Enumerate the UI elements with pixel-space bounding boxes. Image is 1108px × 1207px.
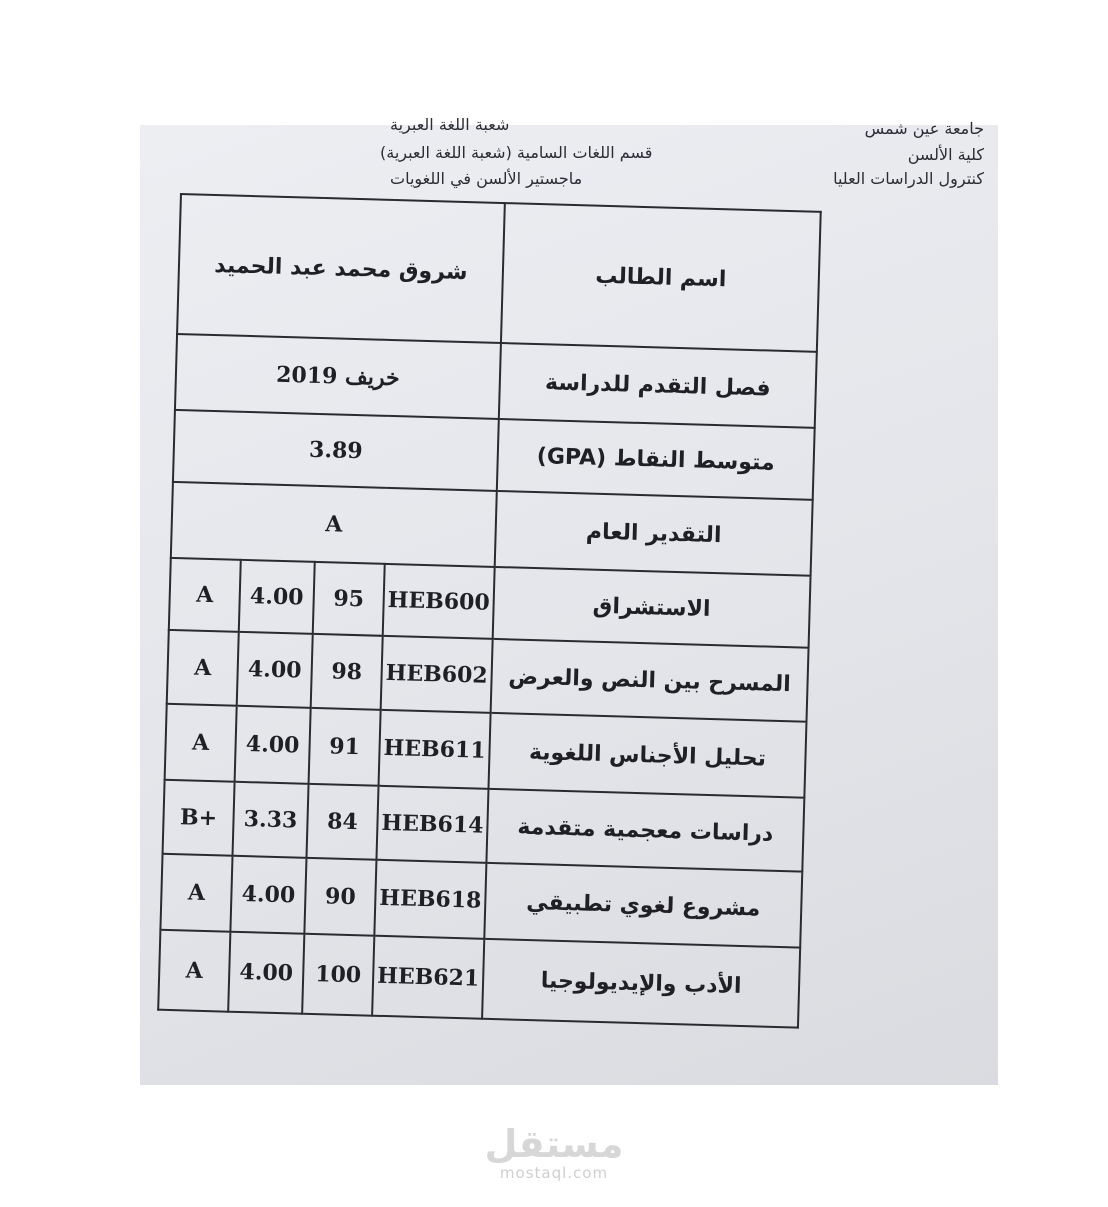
office-name: كنترول الدراسات العليا (833, 169, 984, 188)
university-name: جامعة عين شمس (864, 119, 984, 138)
document-photo (140, 115, 998, 1085)
course-grade: A (160, 854, 232, 932)
term-value: خريف 2019 (175, 334, 501, 419)
faculty-name: كلية الألسن (907, 145, 984, 164)
course-code: HEB602 (381, 636, 493, 713)
department-line: قسم اللغات السامية (شعبة اللغة العبرية) (380, 143, 653, 162)
course-name: الأدب والإيديولوجيا (482, 939, 800, 1028)
course-name: تحليل الأجناس اللغوية (488, 713, 806, 798)
course-grade: A (167, 630, 239, 706)
division-line: شعبة اللغة العبرية (390, 115, 510, 134)
program-line: ماجستير الألسن في اللغويات (390, 169, 583, 188)
course-name: دراسات معجمية متقدمة (486, 789, 804, 872)
course-score: 98 (311, 634, 383, 710)
gpa-label: متوسط النقاط (GPA) (497, 419, 815, 500)
course-points: 4.00 (230, 856, 306, 934)
course-score: 100 (302, 934, 374, 1016)
student-row (177, 194, 821, 352)
course-score: 84 (306, 784, 378, 860)
course-points: 4.00 (239, 560, 315, 634)
course-code: HEB621 (372, 936, 484, 1019)
overall-grade-label: التقدير العام (495, 491, 813, 576)
course-points: 3.33 (233, 782, 309, 858)
course-points: 4.00 (228, 932, 304, 1014)
term-label: فصل التقدم للدراسة (499, 343, 817, 428)
grades-table (157, 193, 822, 1029)
course-points: 4.00 (235, 706, 311, 784)
watermark-logo: مستقل (484, 1122, 624, 1166)
course-name: المسرح بين النص والعرض (491, 639, 809, 722)
course-code: HEB614 (376, 786, 488, 863)
course-grade: A (165, 704, 237, 782)
course-grade: A (158, 930, 230, 1012)
course-grade: B+ (163, 780, 235, 856)
course-grade: A (169, 558, 241, 632)
course-score: 95 (313, 562, 385, 636)
overall-grade-value: A (171, 482, 497, 567)
course-name: الاستشراق (493, 567, 811, 648)
watermark-url: mostaql.com (499, 1164, 609, 1182)
course-name: مشروع لغوي تطبيقي (484, 863, 802, 948)
course-score: 90 (304, 858, 376, 936)
grade-sheet (157, 193, 820, 1049)
course-score: 91 (309, 708, 381, 786)
course-code: HEB611 (379, 710, 491, 789)
course-row (158, 930, 800, 1028)
course-code: HEB618 (374, 860, 486, 939)
course-code: HEB600 (383, 564, 495, 639)
student-name: شروق محمد عبد الحميد (177, 194, 505, 343)
student-label: اسم الطالب (501, 203, 821, 352)
gpa-value: 3.89 (173, 410, 499, 491)
course-points: 4.00 (237, 632, 313, 708)
